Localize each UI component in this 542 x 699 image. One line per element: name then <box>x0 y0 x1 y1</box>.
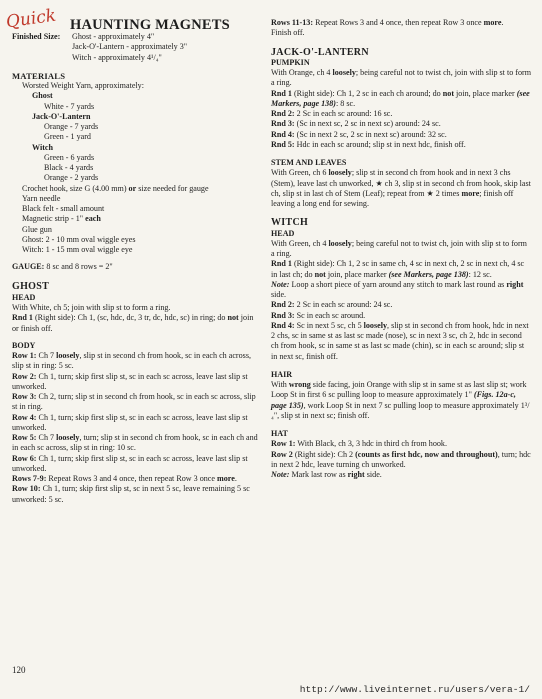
materials-extra: Yarn needle <box>22 193 61 203</box>
witch-hair-heading: HAIR <box>271 369 293 379</box>
ghost-row: Row 10: Ch 1, turn; skip first slip st, sc in next 5 sc, leave remaining 5 sc unworked: 5 sc. <box>12 484 250 504</box>
witch-rnd: Rnd 4: Sc in next 5 sc, ch 5 loosely, slip st in second ch from hook, hdc in next 2 chs, sc in same st as last sc made (nose), sc in next 3 sc, ch 2, hdc in second ch from hook, sc in same st as last sc made (chin), sc in each sc around; slip st in next sc, finish off. <box>271 320 529 361</box>
materials-witch-item: Green - 6 yards <box>44 152 95 162</box>
ghost-head-intro: With White, ch 5; join with slip st to form a ring. <box>12 303 171 312</box>
left-column <box>4 0 260 505</box>
finished-size-label: Finished Size: <box>12 32 61 41</box>
title-block <box>4 0 260 33</box>
materials-jack-item: Orange - 7 yards <box>44 122 99 131</box>
ghost-heading: GHOST <box>12 280 50 292</box>
materials-hook: Crochet hook, size G (4.00 mm) or size needed for gauge <box>22 183 209 193</box>
witch-rnd: Rnd 2: 2 Sc in each sc around: 24 sc. <box>271 300 393 310</box>
witch-heading: WITCH <box>271 217 309 229</box>
witch-hat-heading: HAT <box>271 429 288 438</box>
ghost-row: Row 3: Ch 2, turn; slip st in second ch from hook, sc in each sc across, slip st in ring. <box>12 392 256 412</box>
witch-hat-note: Note: Mark last row as right side. <box>271 470 382 479</box>
witch-rnd: Rnd 1 (Right side): Ch 1, 2 sc in same ch, 4 sc in next ch, 2 sc in next ch, 4 sc in last ch; do not join, place marker (see Markers, page 138): 12 sc. <box>271 259 525 279</box>
page-title: HAUNTING MAGNETS <box>70 17 230 33</box>
ghost-rows-11-13: Rows 11-13: Repeat Rows 3 and 4 once, then repeat Row 3 once more. <box>271 18 504 27</box>
jack-heading: JACK-O'-LANTERN <box>271 46 369 58</box>
finished-size-jack: Jack-O'-Lantern - approximately 3" <box>72 42 188 52</box>
ghost-body-heading: BODY <box>12 340 36 350</box>
materials-intro: Worsted Weight Yarn, approximately: <box>22 81 144 90</box>
witch-hat-row: Row 2 (Right side): Ch 2 (counts as first hdc, now and throughout), turn; hdc in next 2 hdc, leave turning ch unworked. <box>271 449 531 469</box>
materials-magnet: Magnetic strip - 1" each <box>22 214 101 224</box>
witch-note: Note: Loop a short piece of yarn around any stitch to mark last round as right side. <box>271 279 524 299</box>
page-number: 120 <box>12 665 26 675</box>
jack-rnd: Rnd 4: (Sc in next 2 sc, 2 sc in next sc) around: 32 sc. <box>271 129 447 139</box>
source-url-watermark: http://www.liveinternet.ru/users/vera-1/ <box>299 684 530 695</box>
materials-ghost-item: White - 7 yards <box>44 101 95 111</box>
quick-script-logo: Quick <box>4 5 58 33</box>
jack-rnd: Rnd 5: Hdc in each sc around; slip st in next hdc, finish off. <box>271 139 466 149</box>
witch-rnd: Rnd 3: Sc in each sc around. <box>271 310 366 320</box>
finished-size-ghost: Ghost - approximately 4" <box>72 32 155 41</box>
gauge: GAUGE: 8 sc and 8 rows = 2" <box>12 262 113 272</box>
materials-witch-item: Orange - 2 yards <box>44 173 99 183</box>
ghost-row: Row 2: Ch 1, turn; skip first slip st, sc in each sc across, leave last slip st unworked. <box>12 371 248 391</box>
ghost-row: Row 1: Ch 7 loosely, slip st in second ch from hook, sc in each ch across, slip st in ring: 5 sc. <box>12 351 251 371</box>
ghost-row: Rows 7-9: Repeat Rows 3 and 4 once, then repeat Row 3 once more. <box>12 474 237 483</box>
materials-eyes: Ghost: 2 - 10 mm oval wiggle eyes <box>22 234 136 244</box>
finished-size-witch: Witch - approximately 4¹/₄" <box>72 52 162 62</box>
ghost-finish: Finish off. <box>271 28 305 38</box>
materials-witch-item: Black - 4 yards <box>44 163 94 172</box>
ghost-rnd1: Rnd 1 (Right side): Ch 1, (sc, hdc, dc, 3 tr, dc, hdc, sc) in ring; do not join or finish off. <box>12 313 254 333</box>
witch-hat-row: Row 1: With Black, ch 3, 3 hdc in third ch from hook. <box>271 439 447 449</box>
materials-ghost-label: Ghost <box>32 91 53 101</box>
materials-jack-label: Jack-O'-Lantern <box>32 111 91 121</box>
materials-eyes: Witch: 1 - 15 mm oval wiggle eye <box>22 245 133 254</box>
materials-jack-item: Green - 1 yard <box>44 132 91 142</box>
jack-pumpkin-heading: PUMPKIN <box>271 57 310 67</box>
jack-rnd: Rnd 1 (Right side): Ch 1, 2 sc in each ch around; do not join, place marker (see Markers, page 138): 8 sc. <box>271 88 530 108</box>
jack-stem-heading: STEM AND LEAVES <box>271 158 347 167</box>
jack-rnd: Rnd 2: 2 Sc in each sc around: 16 sc. <box>271 109 393 118</box>
materials-extra: Black felt - small amount <box>22 204 105 213</box>
materials-witch-label: Witch <box>32 142 53 152</box>
witch-hair: With wrong side facing, join Orange with slip st in same st as last slip st; work Loop St in first 6 sc pulling loop to measure approximately 1" (Figs. 12a-c, page 135), work Loop St in next 7 sc pulling loop to measure approximately 1³/₄", slip st in next sc; finish off. <box>271 380 530 420</box>
ghost-row: Row 6: Ch 1, turn; skip first slip st, sc in each sc across, leave last slip st unworked. <box>12 453 248 473</box>
ghost-row: Row 4: Ch 1, turn; skip first slip st, sc in each sc across, leave last slip st unworked. <box>12 412 248 432</box>
finished-size <box>12 32 260 42</box>
jack-stem: With Green, ch 6 loosely; slip st in second ch from hook and in next 3 chs (Stem), leave last ch unworked, ★ ch 3, slip st in second ch from hook, skip last ch, slip st in last ch of Stem (Leaf); repeat from ★ 2 times more; finish off leaving a long end for sewing. <box>271 168 531 208</box>
jack-rnd: Rnd 3: (Sc in next sc, 2 sc in next sc) around: 24 sc. <box>271 119 441 129</box>
ghost-head-heading: HEAD <box>12 292 36 302</box>
ghost-row: Row 5: Ch 7 loosely, turn; slip st in second ch from hook, sc in each ch and in each sc across, slip st in ring: 10 sc. <box>12 433 258 453</box>
witch-head-heading: HEAD <box>271 228 295 238</box>
right-column <box>271 18 531 480</box>
materials-glue: Glue gun <box>22 224 52 234</box>
witch-intro: With Green, ch 4 loosely; being careful not to twist ch, join with slip st to form a ring. <box>271 238 527 258</box>
jack-intro: With Orange, ch 4 loosely; being careful not to twist ch, join with slip st to form a ring. <box>271 68 531 88</box>
materials-heading: MATERIALS <box>12 70 66 81</box>
